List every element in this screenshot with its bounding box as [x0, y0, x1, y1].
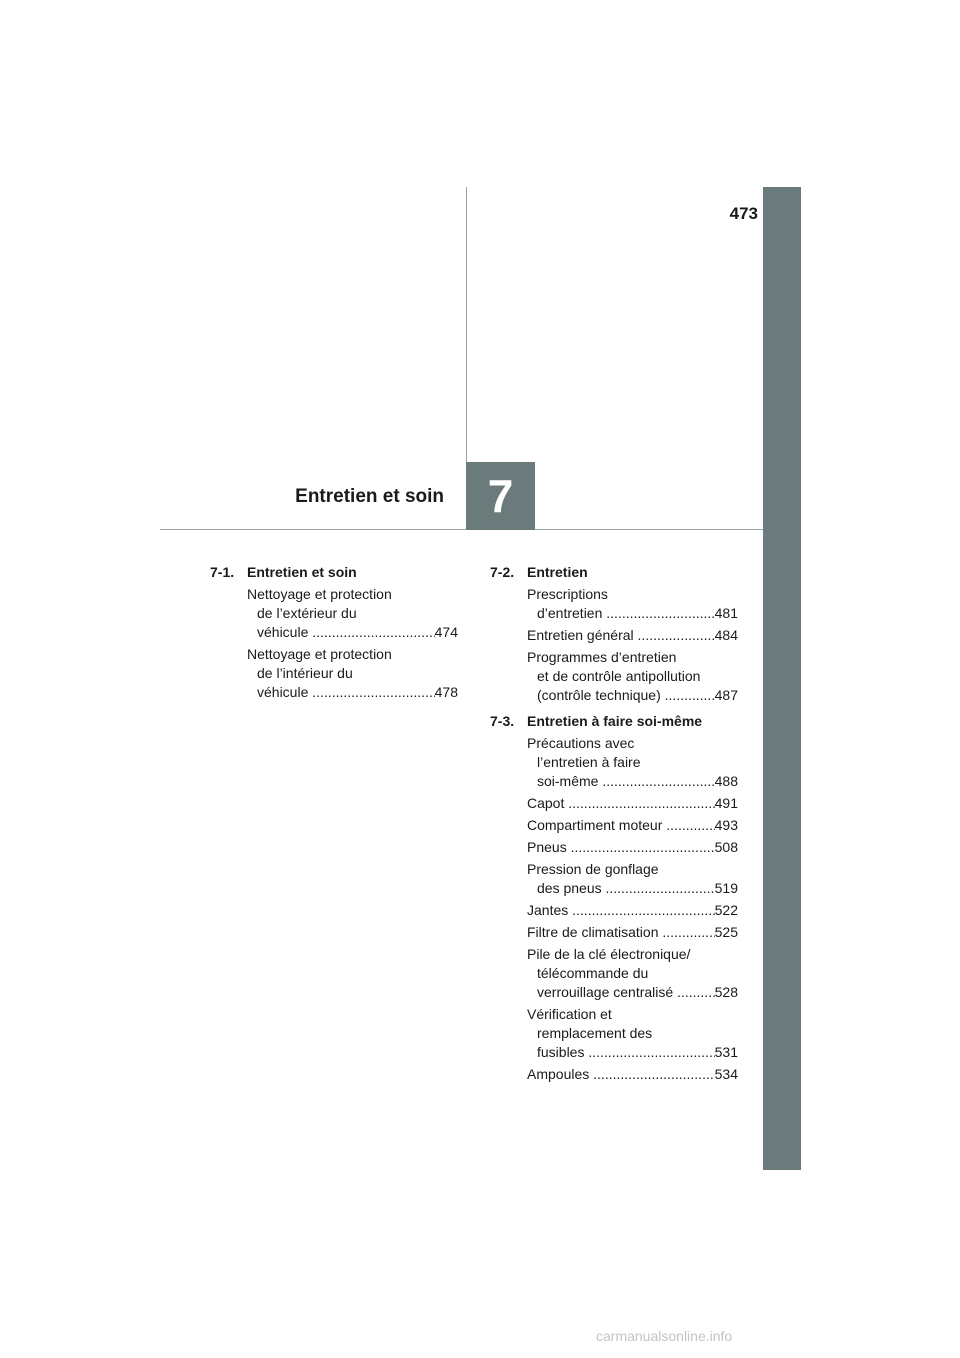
toc-entry-line — [527, 648, 738, 667]
dot-leader — [257, 683, 435, 702]
watermark: carmanualsonline.info — [596, 1328, 733, 1344]
toc-entry[interactable] — [527, 734, 738, 791]
toc-entry-text: de l’intérieur du — [257, 665, 353, 681]
toc-entry-line — [527, 686, 738, 705]
toc-entry-text: Précautions avec — [527, 735, 635, 751]
toc-entry-line — [527, 734, 738, 753]
toc-entry-line — [527, 816, 738, 835]
dot-leader — [527, 794, 715, 813]
toc-entry-line — [527, 983, 738, 1002]
dot-leader — [537, 772, 715, 791]
toc-entry-list — [527, 734, 738, 1084]
toc-page-number: 508 — [714, 839, 738, 855]
toc-entry-line — [527, 626, 738, 645]
toc-entry-text: de l’extérieur du — [257, 605, 357, 621]
dot-leader — [537, 983, 715, 1002]
toc-page-number: 484 — [714, 627, 738, 643]
toc-entry-text: et de contrôle antipollution — [537, 668, 701, 684]
toc-entry-line — [527, 794, 738, 813]
section-number: 7-1. — [210, 564, 235, 580]
toc-entry[interactable] — [527, 626, 738, 645]
toc-entry-text: Nettoyage et protection — [247, 646, 392, 662]
section-title: Entretien et soin — [247, 564, 357, 580]
toc-page-number: 522 — [714, 902, 738, 918]
toc-entry[interactable] — [527, 923, 738, 942]
toc-entry-text: véhicule — [257, 684, 309, 700]
toc-page-number: 493 — [714, 817, 738, 833]
toc-entry-line — [527, 879, 738, 898]
toc-entry-text: Filtre de climatisation — [527, 924, 659, 940]
toc-page-number: 481 — [714, 605, 738, 621]
section-number: 7-2. — [490, 564, 515, 580]
toc-entry-text: Pile de la clé électronique/ — [527, 946, 691, 962]
toc-page-number: 534 — [714, 1066, 738, 1082]
toc-entry[interactable] — [527, 816, 738, 835]
toc-entry[interactable] — [527, 585, 738, 623]
toc-entry-text: Pneus — [527, 839, 567, 855]
dot-leader — [537, 686, 715, 705]
toc-entry-text: des pneus — [537, 880, 602, 896]
toc-entry-text: Pression de gonflage — [527, 861, 659, 877]
toc-page-number: 528 — [714, 984, 738, 1000]
dot-leader — [527, 816, 715, 835]
toc-entry-line — [527, 585, 738, 604]
toc-page-number: 491 — [714, 795, 738, 811]
horizontal-divider — [160, 529, 763, 530]
dot-leader — [527, 1065, 715, 1084]
toc-entry-text: d’entretien — [537, 605, 603, 621]
chapter-side-tab — [763, 187, 801, 1170]
toc-page-number: 474 — [434, 624, 458, 640]
chapter-number-box — [466, 462, 535, 530]
toc-entry-line — [247, 683, 458, 702]
toc-entry-line — [527, 860, 738, 879]
toc-left-column — [210, 563, 470, 709]
toc-entry-line — [527, 901, 738, 920]
toc-entry[interactable] — [527, 901, 738, 920]
toc-entry-line — [527, 1065, 738, 1084]
section-number: 7-3. — [490, 713, 515, 729]
toc-entry-line — [527, 964, 738, 983]
toc-entry[interactable] — [527, 860, 738, 898]
toc-entry[interactable] — [527, 838, 738, 857]
toc-entry-line — [247, 664, 458, 683]
toc-entry-line — [527, 945, 738, 964]
toc-entry[interactable] — [247, 645, 458, 702]
toc-entry[interactable] — [247, 585, 458, 642]
toc-section — [490, 712, 750, 1084]
toc-right-column — [490, 563, 750, 1091]
toc-section — [490, 563, 750, 705]
toc-page-number: 487 — [714, 687, 738, 703]
toc-entry-text: Compartiment moteur — [527, 817, 663, 833]
chapter-title: Entretien et soin — [295, 486, 444, 507]
toc-entry-line — [247, 645, 458, 664]
toc-page-number: 525 — [714, 924, 738, 940]
toc-page-number: 488 — [714, 773, 738, 789]
toc-entry-line — [527, 838, 738, 857]
toc-entry-line — [247, 623, 458, 642]
toc-entry-text: Nettoyage et protection — [247, 586, 392, 602]
dot-leader — [527, 626, 715, 645]
dot-leader — [527, 923, 715, 942]
toc-entry-line — [527, 923, 738, 942]
section-heading — [210, 563, 470, 582]
toc-section — [210, 563, 470, 702]
toc-entry-text: l’entretien à faire — [537, 754, 641, 770]
toc-entry[interactable] — [527, 1005, 738, 1062]
toc-entry-text: Capot — [527, 795, 565, 811]
toc-entry-line — [527, 753, 738, 772]
toc-page-number: 478 — [434, 684, 458, 700]
toc-entry-text: Programmes d’entretien — [527, 649, 677, 665]
toc-entry-list — [527, 585, 738, 705]
toc-entry-list — [247, 585, 458, 702]
toc-entry-text: Prescriptions — [527, 586, 608, 602]
dot-leader — [537, 604, 715, 623]
toc-entry-line — [527, 604, 738, 623]
toc-entry-text: remplacement des — [537, 1025, 653, 1041]
toc-entry-text: Vérification et — [527, 1006, 612, 1022]
toc-entry[interactable] — [527, 648, 738, 705]
toc-entry-text: télécommande du — [537, 965, 649, 981]
toc-entry-text: soi-même — [537, 773, 599, 789]
toc-page-number: 531 — [714, 1044, 738, 1060]
dot-leader — [527, 838, 715, 857]
toc-entry-line — [527, 1024, 738, 1043]
section-heading — [490, 563, 750, 582]
dot-leader — [527, 901, 715, 920]
toc-entry[interactable] — [527, 794, 738, 813]
chapter-number: 7 — [487, 470, 514, 522]
toc-entry-line — [527, 1043, 738, 1062]
dot-leader — [537, 879, 715, 898]
toc-entry[interactable] — [527, 945, 738, 1002]
toc-entry-line — [527, 772, 738, 791]
toc-entry-text: fusibles — [537, 1044, 585, 1060]
section-title: Entretien — [527, 564, 588, 580]
section-heading — [490, 712, 750, 731]
toc-entry-line — [247, 585, 458, 604]
section-title: Entretien à faire soi-même — [527, 713, 703, 729]
toc-entry-line — [247, 604, 458, 623]
toc-entry-text: Ampoules — [527, 1066, 590, 1082]
toc-entry-text: véhicule — [257, 624, 309, 640]
page-number: 473 — [729, 204, 758, 223]
toc-entry-text: Jantes — [527, 902, 569, 918]
toc-entry-text: (contrôle technique) — [537, 687, 661, 703]
toc-page-number: 519 — [714, 880, 738, 896]
dot-leader — [537, 1043, 715, 1062]
toc-entry-text: verrouillage centralisé — [537, 984, 674, 1000]
toc-entry-line — [527, 1005, 738, 1024]
dot-leader — [257, 623, 435, 642]
vertical-divider — [466, 187, 467, 462]
toc-entry-line — [527, 667, 738, 686]
toc-entry[interactable] — [527, 1065, 738, 1084]
toc-entry-text: Entretien général — [527, 627, 634, 643]
